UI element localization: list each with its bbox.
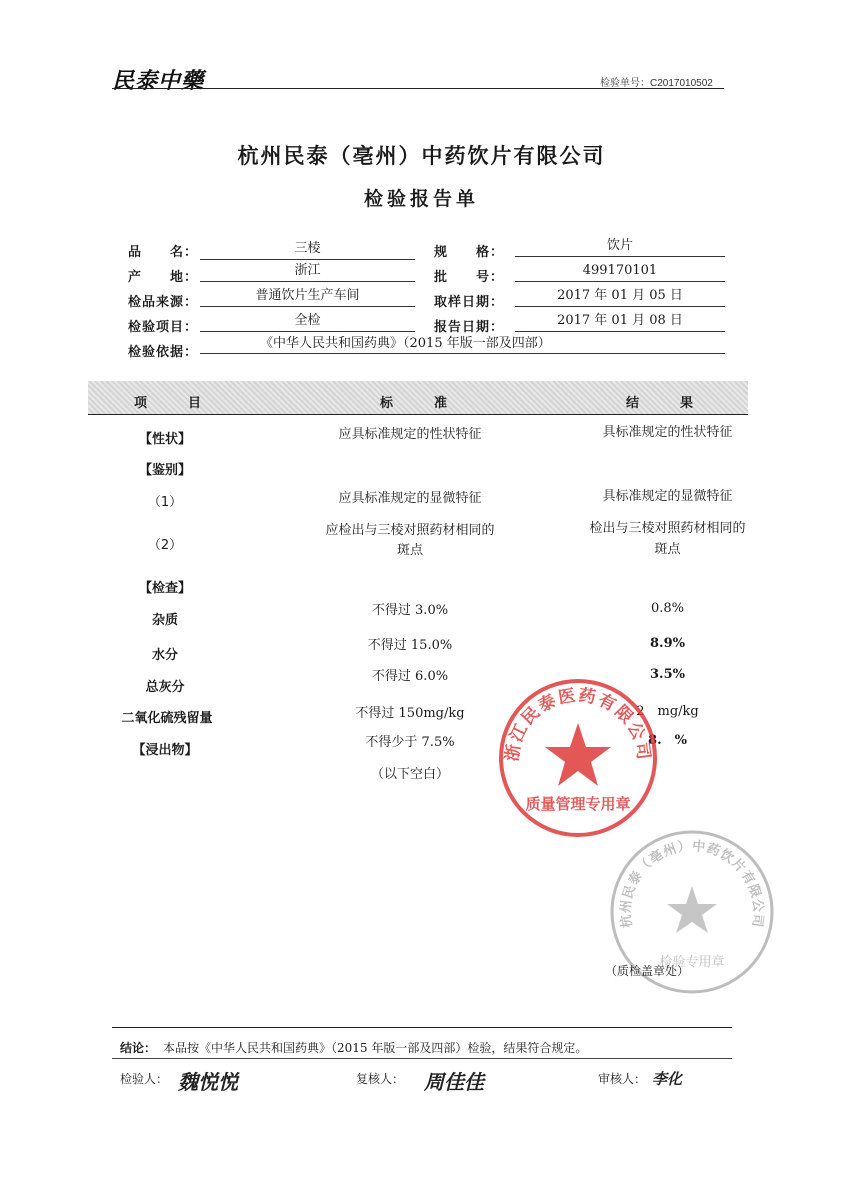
name-value: 三棱 [200,239,415,260]
company-logo: 民泰中藥 [112,69,205,94]
approver-label: 审核人： [598,1072,647,1086]
table-row-standard-cont: 斑点 [396,543,423,558]
stamp2-subtext: 检验专用章 [659,955,725,970]
company-name: 杭州民泰（亳州）中药饮片有限公司 [237,144,606,168]
table-row-standard: 不得过 3.0% [371,603,449,618]
report-date-value: 2017 年 01 月 08 日 [515,311,725,332]
table-row-standard: 不得过 15.0% [367,638,453,653]
table-row-result: 具标准规定的显微特征 [602,489,733,504]
footer-divider [112,1027,732,1028]
table-row-standard: 不得过 150mg/kg [355,706,465,721]
column-header-item: 项 目 [134,396,216,411]
name-label: 品 名： [128,245,199,260]
reviewer-signature: 周佳佳 [424,1070,484,1094]
conclusion-text: 本品按《中华人民共和国药典》（2015 年版一部及四部）检验，结果符合规定。 [163,1041,588,1055]
table-row-item: 【浸出物】 [132,743,198,758]
table-row-result: 具标准规定的性状特征 [602,425,733,440]
table-row-standard: 应具标准规定的显微特征 [338,491,482,506]
approver-signature: 李化 [652,1070,683,1088]
basis-label: 检验依据： [128,345,199,360]
stamp-note: （质检盖章处） [605,964,690,978]
document-title: 检验报告单 [363,188,479,210]
table-row-blank-note: （以下空白） [370,767,449,782]
table-header-rule [88,414,748,415]
batch-value: 499170101 [515,261,725,282]
table-row-item: （1） [147,495,183,510]
batch-label: 批 号： [434,270,505,285]
reviewer-label: 复核人： [356,1072,405,1086]
report-number: 检验单号：C2017010502 [600,78,713,89]
origin-value: 浙江 [200,261,415,282]
table-row-result: 检出与三棱对照药材相同的 [589,521,746,536]
table-row-result-cont: 斑点 [654,542,681,557]
source-value: 普通饮片生产车间 [200,286,415,307]
table-row-standard: 不得过 6.0% [371,669,449,684]
table-row-item: 水分 [151,648,178,663]
table-row-item: 【鉴别】 [138,463,191,478]
table-row-item: 【性状】 [138,432,191,447]
table-row-result: 2 mg/kg [636,704,699,719]
stamp1-text: 浙江民泰医药有限公司 [502,685,654,763]
quality-seal-stamp [497,677,659,839]
stamp2-text: 杭州民泰（亳州）中药饮片有限公司 [618,839,766,929]
origin-label: 产 地： [128,270,199,285]
table-row-item: 【检查】 [138,581,191,596]
table-row-result: 8.9% [650,636,685,651]
inspector-label: 检验人： [120,1072,169,1086]
table-row-result: 3.5% [650,667,685,682]
table-row-standard: 应具标准规定的性状特征 [338,427,482,442]
report-date-label: 报告日期： [434,320,505,335]
sample-date-label: 取样日期： [434,295,505,310]
table-row-item: 二氧化硫残留量 [121,711,213,726]
source-label: 检品来源： [128,295,199,310]
stamp1-subtext: 质量管理专用章 [525,795,631,813]
test-item-label: 检验项目： [128,320,199,335]
test-item-value: 全检 [200,311,415,332]
conclusion-divider [112,1058,732,1059]
table-row-standard: 不得少于 7.5% [365,735,455,750]
inspector-signature: 魏悦悦 [178,1070,238,1094]
spec-label: 规 格： [434,245,505,260]
table-row-item: 杂质 [151,613,178,628]
table-row-standard: 应检出与三棱对照药材相同的 [325,523,495,538]
sample-date-value: 2017 年 01 月 05 日 [515,286,725,307]
header-divider [112,88,724,89]
column-header-standard: 标 准 [380,396,462,411]
basis-value: 《中华人民共和国药典》（2015 年版一部及四部） [200,334,725,354]
table-row-result: 0.8% [650,601,685,616]
table-row-result: 8. % [648,733,687,748]
spec-value: 饮片 [515,236,725,257]
table-row-item: 总灰分 [145,680,185,695]
column-header-result: 结 果 [626,396,708,411]
table-row-item: （2） [147,538,183,553]
conclusion-label: 结论： [120,1041,157,1055]
